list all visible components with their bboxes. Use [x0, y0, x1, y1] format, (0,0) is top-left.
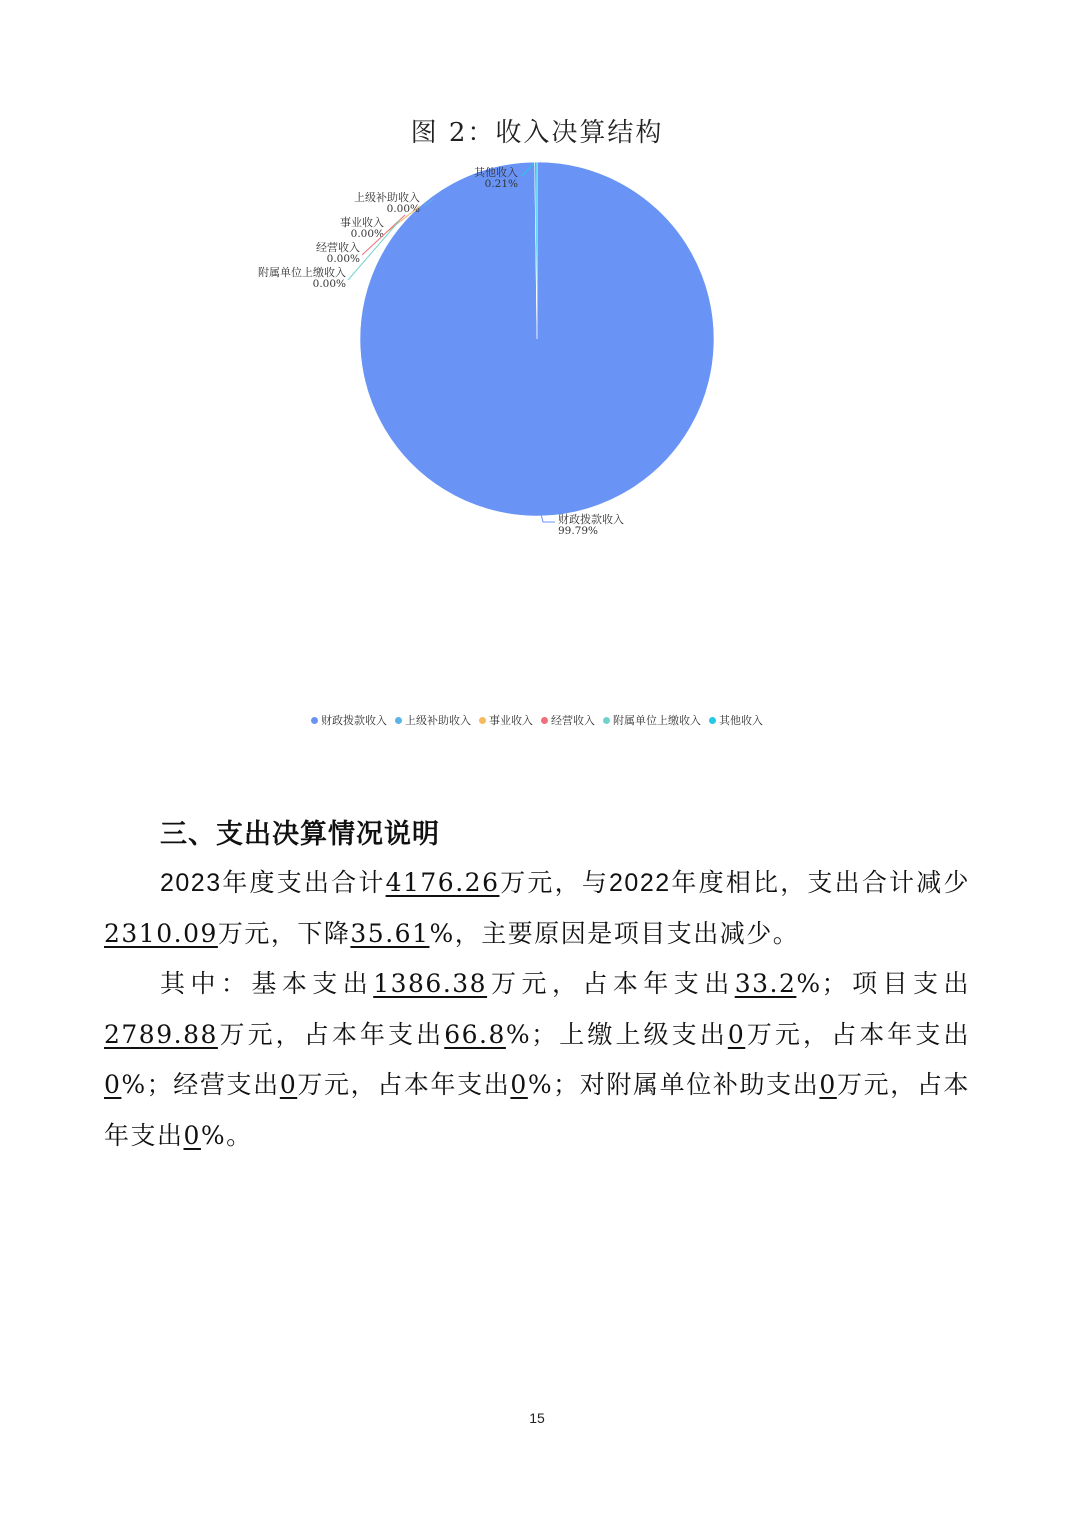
legend-marker: [395, 717, 402, 724]
para-text: %；上缴上级支出: [505, 1019, 728, 1049]
value-oper-pct: 0: [510, 1070, 528, 1099]
para-text: 万元，占本年支出: [297, 1070, 511, 1099]
pie-percent-label: 99.79%: [558, 525, 599, 537]
pie-label: 附属单位上缴收入: [258, 266, 346, 279]
legend-label: 附属单位上缴收入: [613, 714, 701, 727]
pie-chart: [0, 150, 1074, 570]
year-text: 2023: [160, 869, 222, 897]
legend-item: [311, 712, 387, 728]
figure-title: 图 2：收入决算结构: [410, 118, 664, 148]
value-upper-pct: 0: [104, 1070, 122, 1099]
pie-label: 上级补助收入: [354, 191, 420, 204]
value-basic: 1386.38: [373, 969, 488, 998]
legend-marker: [709, 717, 716, 724]
pie-percent-label: 0.00%: [386, 203, 420, 215]
value-basic-pct: 33.2: [734, 969, 797, 998]
legend-item: [479, 712, 533, 728]
paragraph-expenditure-breakdown: [104, 959, 970, 1161]
legend-item: [709, 712, 763, 728]
year-text: 2022: [609, 869, 671, 897]
para-text: 年度相比，支出合计减少: [670, 868, 970, 897]
pie-label: 财政拨款收入: [558, 513, 624, 526]
value-percent: 35.61: [350, 918, 430, 948]
page-number: 15: [529, 1410, 545, 1426]
para-text: 其中：基本支出: [160, 969, 374, 998]
pie-label: 其他收入: [474, 166, 518, 179]
value-upper: 0: [727, 1019, 746, 1049]
legend-label: 上级补助收入: [405, 714, 471, 727]
pie-label: 经营收入: [316, 241, 360, 254]
para-text: %；对附属单位补助支出: [527, 1070, 820, 1099]
para-text: 万元，与: [499, 868, 610, 897]
chart-legend: [0, 712, 1074, 728]
value-sub: 0: [819, 1070, 837, 1099]
para-text: %；项目支出: [796, 969, 970, 998]
para-text: %，主要原因是项目支出减少。: [429, 918, 800, 948]
pie-percent-label: 0.00%: [350, 228, 384, 240]
legend-marker: [479, 717, 486, 724]
legend-item: [541, 712, 595, 728]
value-decrease: 2310.09: [104, 918, 218, 948]
legend-item: [395, 712, 471, 728]
value-project-pct: 66.8: [444, 1019, 506, 1049]
legend-label: 事业收入: [489, 714, 533, 727]
legend-marker: [541, 717, 548, 724]
para-text: 万元，占本年支出: [487, 969, 735, 998]
legend-label: 其他收入: [719, 714, 763, 727]
value-sub-pct: 0: [183, 1120, 201, 1150]
value-total: 4176.26: [385, 868, 500, 897]
pie-label: 事业收入: [340, 216, 384, 229]
para-text: 万元，占本年支出: [217, 1019, 445, 1049]
pie-percent-label: 0.00%: [312, 278, 346, 290]
para-text: 年度支出合计: [221, 868, 386, 897]
para-text: 万元，占本年支出: [104, 1070, 970, 1150]
para-text: 万元，占本年支出: [745, 1019, 970, 1049]
paragraph-expenditure-total: [104, 858, 970, 959]
legend-item: [603, 712, 701, 728]
legend-label: 经营收入: [551, 714, 595, 727]
section-heading: 三、支出决算情况说明: [160, 819, 440, 850]
legend-label: 财政拨款收入: [321, 714, 387, 727]
value-oper: 0: [279, 1070, 298, 1099]
para-text: %。: [200, 1120, 253, 1150]
para-text: %；经营支出: [121, 1070, 280, 1099]
pie-percent-label: 0.00%: [326, 253, 360, 265]
value-project: 2789.88: [104, 1019, 218, 1049]
legend-marker: [603, 717, 610, 724]
para-text: 万元，下降: [217, 918, 351, 948]
pie-percent-label: 0.21%: [484, 178, 518, 190]
legend-marker: [311, 717, 318, 724]
